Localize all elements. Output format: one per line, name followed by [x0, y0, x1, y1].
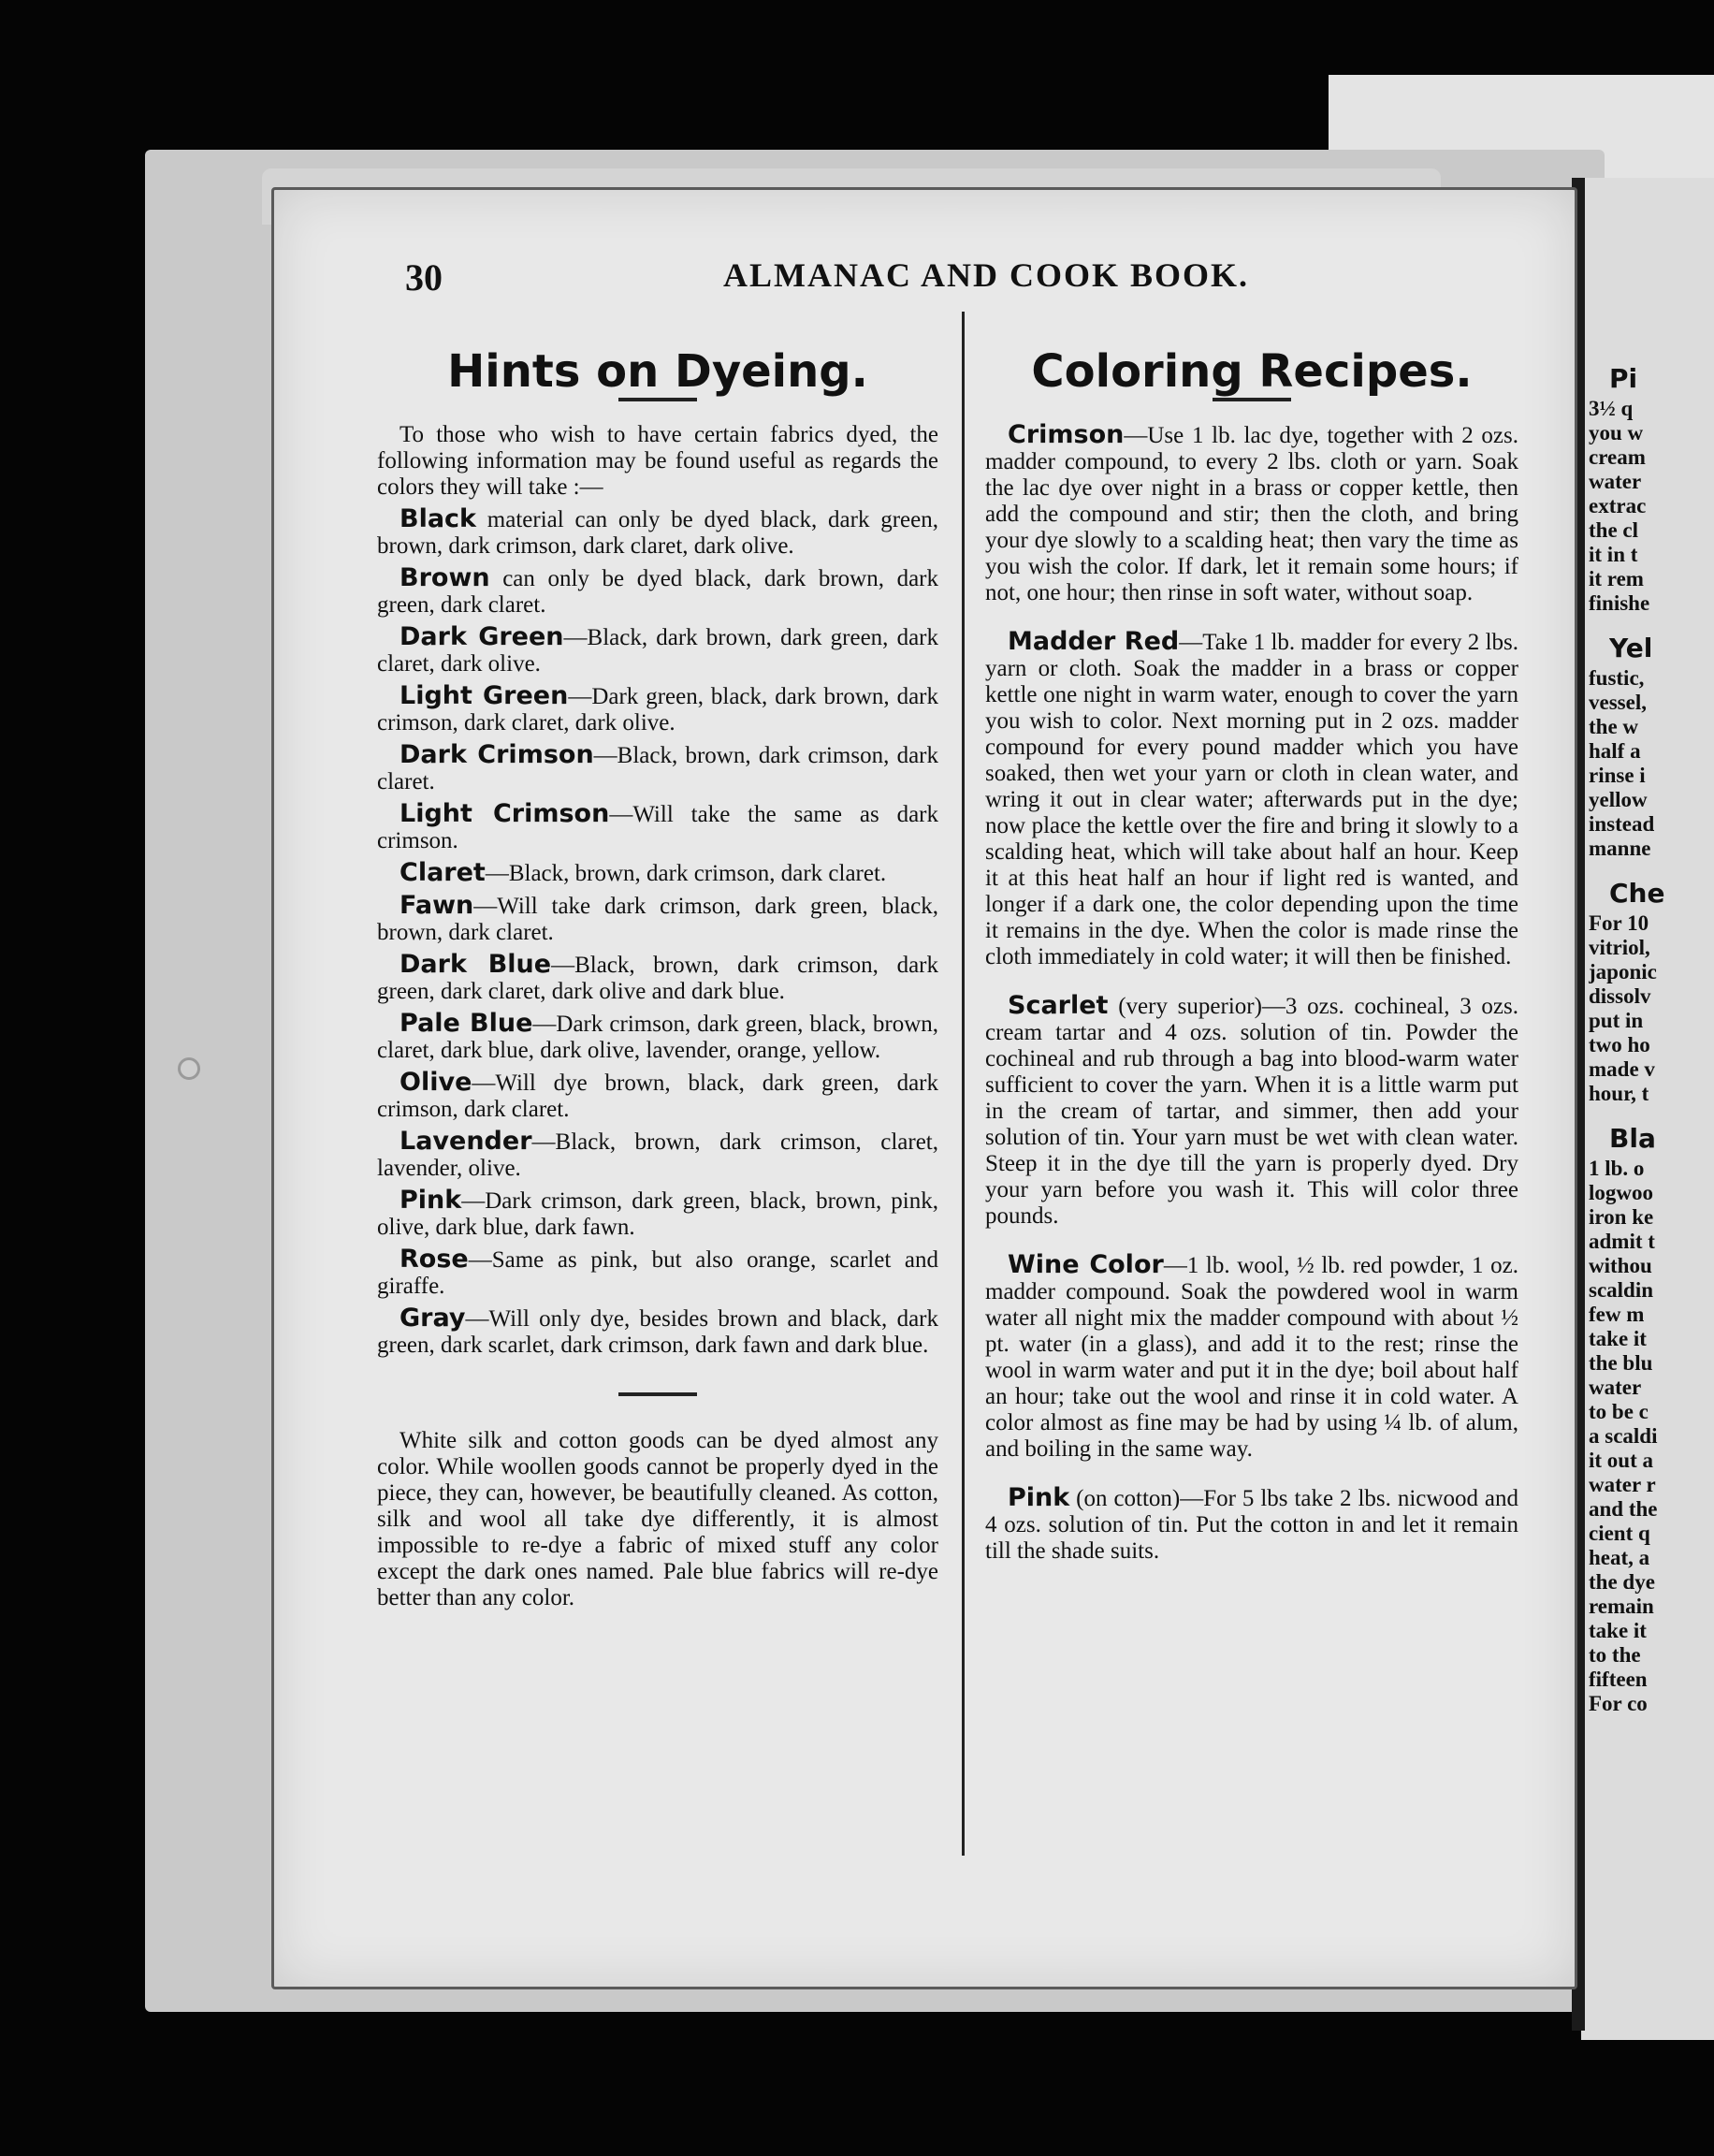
left-column-title: Hints on Dyeing.	[447, 345, 868, 398]
adjacent-page-line: yellow	[1589, 788, 1648, 811]
entry-text: (very superior)—3 ozs. cochineal, 3 ozs. cream tartar and 4 ozs. solution of tin. Powder the cochineal and rub through a bag into blood-warm water sufficient to cover the yarn. When it is a little warm put in the cream of tartar, and simmer, then add your solution of tin. Your yarn must be wet with clean water. Steep it in the dye till the yarn is properly dyed. Dry your yarn before you wash it. This will color three pounds.	[985, 994, 1518, 1229]
entry-text: material can only be dyed black, dark green, brown, dark crimson, dark claret, dark olive.	[377, 507, 938, 559]
entry-term: Pink	[1008, 1483, 1070, 1512]
adjacent-page-line: and the	[1589, 1497, 1658, 1521]
entry-term: Black	[399, 504, 477, 533]
adjacent-page-line: For co	[1589, 1692, 1648, 1715]
recipe-entry	[985, 1485, 1518, 1565]
entry-text: (on cotton)—For 5 lbs take 2 lbs. nicwood and 4 ozs. solution of tin. Put the cotton in and let it remain till the shade suits.	[985, 1486, 1518, 1564]
page-header	[405, 255, 1528, 312]
section-rule	[618, 1392, 697, 1396]
entry-text: —Black, brown, dark crimson, claret, lavender, olive.	[377, 1129, 938, 1181]
adjacent-page-line: withou	[1589, 1254, 1652, 1277]
adjacent-page-line: japonic	[1589, 960, 1657, 983]
adjacent-page-line: vitriol,	[1589, 936, 1650, 959]
adjacent-page-line: it in t	[1589, 543, 1638, 566]
entry-text: —Dark crimson, dark green, black, brown, pink, olive, dark blue, dark fawn.	[377, 1188, 938, 1240]
adjacent-page-line: the cl	[1589, 518, 1639, 542]
adjacent-page-line: water	[1589, 1376, 1642, 1399]
adjacent-page-line: iron ke	[1589, 1205, 1654, 1229]
adjacent-page-line: the blu	[1589, 1351, 1653, 1375]
title-rule	[618, 398, 697, 401]
adjacent-page-line: made v	[1589, 1057, 1655, 1081]
entry-text: —Use 1 lb. lac dye, together with 2 ozs. madder compound, to every 2 lbs. cloth or yarn. Soak the lac dye over night in a brass or copper kettle, then add the compound and stir; then the cloth, and bring your dye slowly to a scalding heat; then vary the time as you wish the color. If dark, let it remain some hours; if not, one hour; then rinse in soft water, without soap.	[985, 423, 1518, 605]
adjacent-page-line: the dye	[1589, 1570, 1655, 1594]
left-column	[377, 321, 938, 1617]
dye-entry	[377, 893, 938, 946]
dye-entry	[377, 801, 938, 854]
right-column-title: Coloring Recipes.	[1031, 345, 1473, 398]
dye-entry	[377, 1187, 938, 1241]
adjacent-page-line: Bla	[1609, 1127, 1656, 1151]
adjacent-page-line: admit t	[1589, 1230, 1655, 1253]
adjacent-page-line: two ho	[1589, 1033, 1650, 1056]
entry-term: Gray	[399, 1304, 466, 1333]
entry-text: —Take 1 lb. madder for every 2 lbs. yarn or cloth. Soak the madder in a brass or copper kettle one night in warm water, enough to cover the yarn you wish to color. Next morning put in 2 ozs. madder compound for every pound madder which you have soaked, then wet your yarn or cloth in clean water, and wring it out in clear water; afterwards put in the dye; now place the kettle over the fire and bring it slowly to a scalding heat, which will take about half an hour. Keep it at this heat half an hour if light red is wanted, and longer if a dark one, the color depending upon the time it remains in the dye. When the color is made rinse the cloth immediately in cold water; it will then be finished.	[985, 630, 1518, 969]
entry-text: —Same as pink, but also orange, scarlet and giraffe.	[377, 1247, 938, 1299]
adjacent-page-line: water r	[1589, 1473, 1656, 1496]
entry-text: —Will only dye, besides brown and black, dark green, dark scarlet, dark crimson, dark fawn and dark blue.	[377, 1306, 938, 1358]
title-rule	[1213, 398, 1291, 401]
dye-entry	[377, 1129, 938, 1182]
dye-entry	[377, 860, 938, 887]
entry-term: Claret	[399, 858, 486, 887]
adjacent-page-line: cream	[1589, 445, 1646, 469]
recipe-entry	[985, 422, 1518, 606]
entry-term: Dark Green	[399, 622, 564, 651]
adjacent-page-line: you w	[1589, 421, 1644, 444]
entry-text: —Will take the same as dark crimson.	[377, 802, 938, 853]
adjacent-page-line: 3½ q	[1589, 397, 1634, 420]
adjacent-page-line: rinse i	[1589, 764, 1646, 787]
adjacent-page-line: 1 lb. o	[1589, 1157, 1645, 1180]
book-page	[271, 187, 1577, 1989]
entry-term: Pale Blue	[399, 1009, 533, 1038]
dye-entry	[377, 506, 938, 560]
entry-term: Wine Color	[1008, 1250, 1164, 1279]
dye-entries	[377, 506, 938, 1359]
right-column	[985, 321, 1518, 1587]
adjacent-page-line: heat, a	[1589, 1546, 1650, 1569]
adjacent-page-line: it rem	[1589, 567, 1644, 590]
entry-term: Pink	[399, 1186, 462, 1215]
adjacent-page-line: a scaldi	[1589, 1424, 1658, 1448]
entry-text: —Dark green, black, dark brown, dark crimson, dark claret, dark olive.	[377, 684, 938, 736]
adjacent-page-line: put in	[1589, 1009, 1644, 1032]
dye-entry	[377, 952, 938, 1005]
entry-term: Brown	[399, 563, 490, 592]
dye-entry	[377, 1070, 938, 1123]
dye-entry	[377, 683, 938, 736]
adjacent-page-line: extrac	[1589, 494, 1647, 517]
entry-term: Dark Crimson	[399, 740, 594, 769]
adjacent-page-line: the w	[1589, 715, 1639, 738]
dye-entry	[377, 1305, 938, 1359]
binder-hole	[178, 1057, 200, 1080]
dye-entry	[377, 624, 938, 677]
entry-term: Crimson	[1008, 420, 1125, 449]
adjacent-page-line: few m	[1589, 1303, 1645, 1326]
adjacent-page-line: take it	[1589, 1327, 1647, 1350]
entry-text: —Black, brown, dark crimson, dark claret.	[377, 743, 938, 794]
entry-text: —Will dye brown, black, dark green, dark crimson, dark claret.	[377, 1071, 938, 1122]
adjacent-page-line: half a	[1589, 739, 1641, 763]
adjacent-page-line: instead	[1589, 812, 1655, 836]
entry-term: Rose	[399, 1245, 469, 1274]
entry-text: —Black, brown, dark crimson, dark claret.	[485, 861, 887, 886]
dye-entry	[377, 565, 938, 619]
adjacent-page-line: cient q	[1589, 1522, 1650, 1545]
adjacent-page-line: Pi	[1609, 367, 1638, 391]
recipe-entry	[985, 1252, 1518, 1463]
entry-term: Lavender	[399, 1127, 532, 1156]
adjacent-page-line: dissolv	[1589, 984, 1651, 1008]
entry-text: —Black, dark brown, dark green, dark claret, dark olive.	[377, 625, 938, 677]
dye-entry	[377, 1011, 938, 1064]
intro-paragraph: To those who wish to have certain fabrics dyed, the following information may be found useful as regards the colors they will take :—	[377, 422, 938, 500]
adjacent-page-line: vessel,	[1589, 691, 1647, 714]
recipe-entry	[985, 629, 1518, 970]
entry-text: —Dark crimson, dark green, black, brown, claret, dark blue, dark olive, lavender, orange, yellow.	[377, 1012, 938, 1063]
page-number: 30	[405, 256, 443, 299]
adjacent-page-line: hour, t	[1589, 1082, 1649, 1105]
adjacent-page-line: take it	[1589, 1619, 1647, 1642]
entry-text: —1 lb. wool, ½ lb. red powder, 1 oz. madder compound. Soak the powdered wool in warm water all night mix the madder compound with about ½ pt. water (in a glass), and add it to the rest; rinse the wool in warm water and put it in the dye; boil about half an hour; take out the wool and rinse it in cold water. A color almost as fine may be had by using ¼ lb. of alum, and boiling in the same way.	[985, 1253, 1518, 1462]
entry-term: Madder Red	[1008, 627, 1180, 656]
adjacent-page-line: For 10	[1589, 911, 1649, 935]
adjacent-page-line: to be c	[1589, 1400, 1649, 1423]
entry-term: Light Crimson	[399, 799, 610, 828]
running-head: ALMANAC AND COOK BOOK.	[723, 256, 1250, 294]
adjacent-page-line: Yel	[1609, 636, 1653, 661]
entry-text: can only be dyed black, dark brown, dark green, dark claret.	[377, 566, 938, 618]
adjacent-page-line: fustic,	[1589, 666, 1645, 690]
entry-term: Dark Blue	[399, 950, 552, 979]
column-divider	[962, 312, 965, 1856]
adjacent-page-line: water	[1589, 470, 1642, 493]
entry-term: Light Green	[399, 681, 569, 710]
adjacent-page-line: logwoo	[1589, 1181, 1653, 1204]
adjacent-page	[1581, 178, 1714, 2040]
adjacent-page-line: to the	[1589, 1643, 1641, 1667]
entry-term: Fawn	[399, 891, 474, 920]
recipe-entry	[985, 993, 1518, 1230]
adjacent-page-line: finishe	[1589, 591, 1650, 615]
adjacent-page-line: fifteen	[1589, 1668, 1648, 1691]
adjacent-page-line: scaldin	[1589, 1278, 1654, 1302]
adjacent-page-line: it out a	[1589, 1449, 1653, 1472]
entry-term: Scarlet	[1008, 991, 1109, 1020]
adjacent-page-text	[1589, 346, 1714, 1716]
closing-paragraph: White silk and cotton goods can be dyed almost any color. While woollen goods cannot be properly dyed in the piece, they can, however, be beautifully cleaned. As cotton, silk and wool all take dye differently, it is almost impossible to re-dye a fabric of mixed stuff any color except the dark ones named. Pale blue fabrics will re-dye better than any color.	[377, 1428, 938, 1610]
entry-text: —Black, brown, dark crimson, dark green, dark claret, dark olive and dark blue.	[377, 953, 939, 1004]
entry-text: —Will take dark crimson, dark green, black, brown, dark claret.	[377, 894, 938, 945]
dye-entry	[377, 742, 938, 795]
recipe-list	[985, 422, 1518, 1565]
entry-term: Olive	[399, 1068, 472, 1097]
adjacent-page-line: remain	[1589, 1595, 1654, 1618]
dye-entry	[377, 1246, 938, 1300]
adjacent-page-line: manne	[1589, 837, 1651, 860]
adjacent-page-line: Che	[1609, 881, 1665, 906]
